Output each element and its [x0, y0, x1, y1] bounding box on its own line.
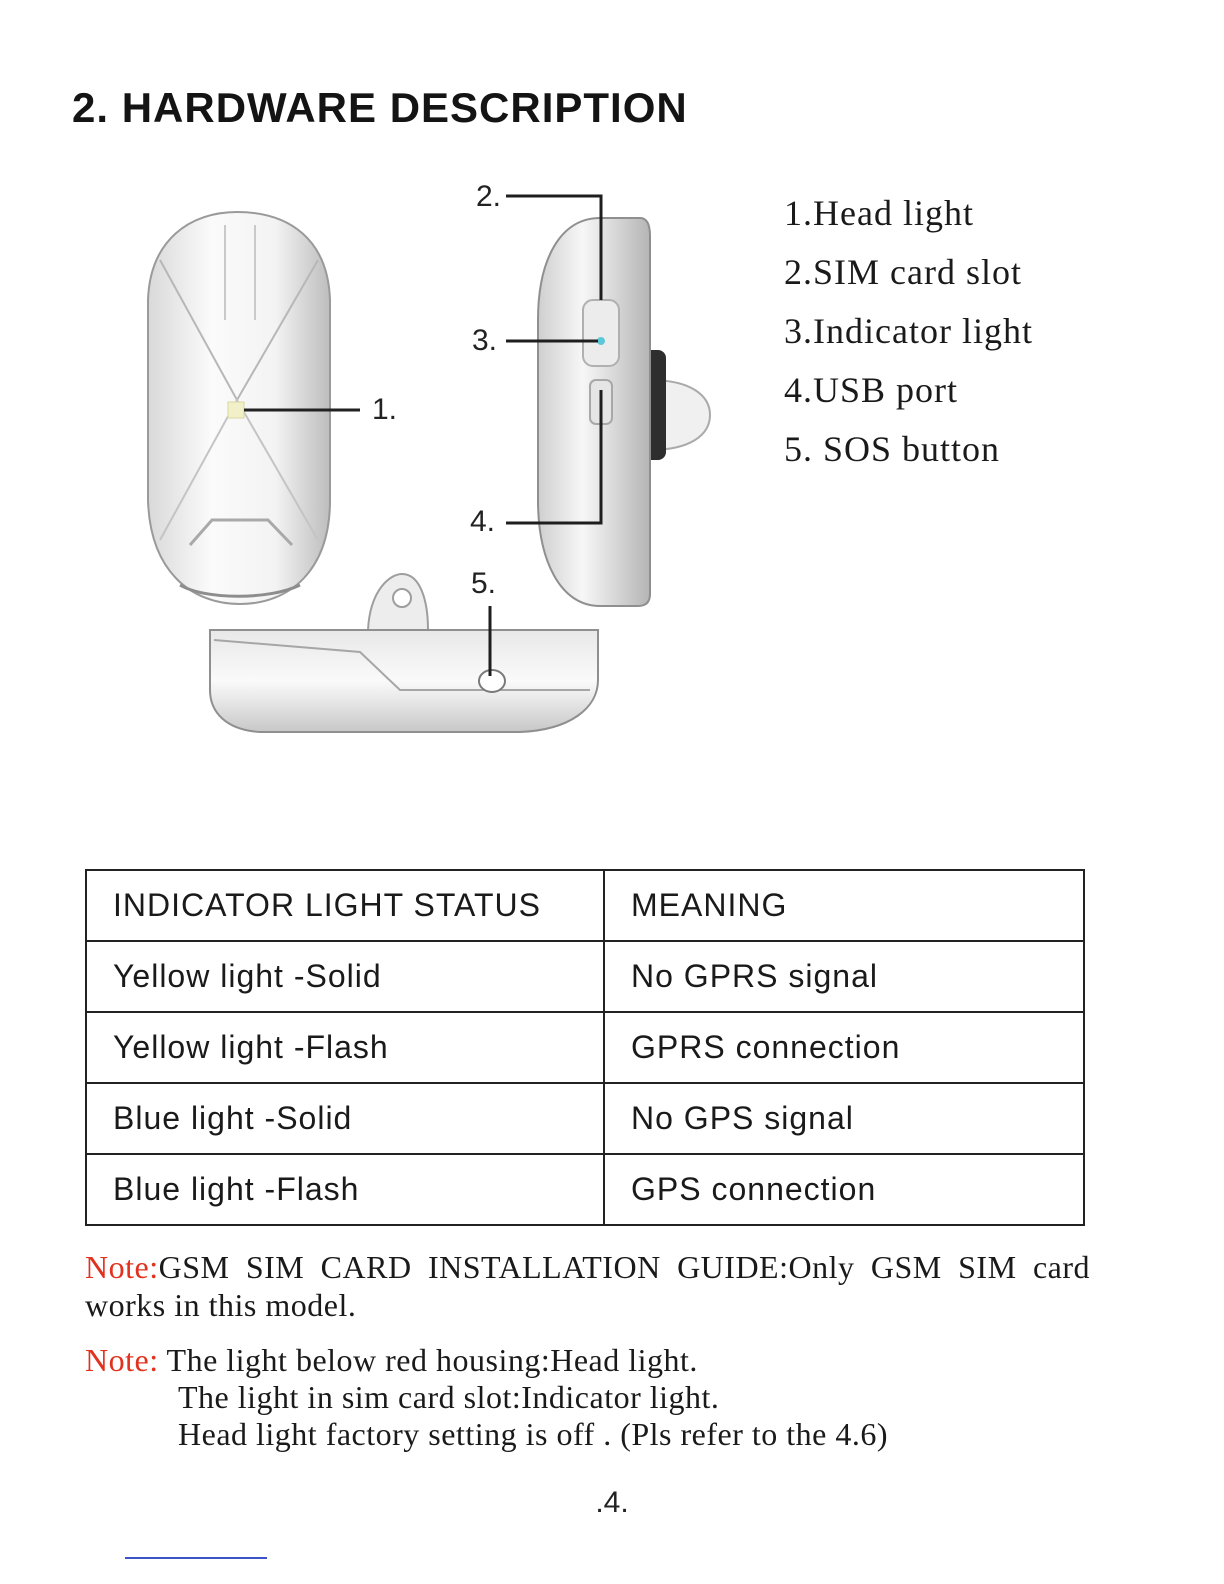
- indicator-status-table: [85, 869, 1085, 1226]
- callout-3: 3.: [472, 324, 498, 357]
- note-line: The light in sim card slot:Indicator light.: [178, 1379, 720, 1415]
- device-front-view: [148, 212, 360, 604]
- page-number: .4.: [595, 1486, 629, 1519]
- status-cell: Blue light -Flash: [86, 1154, 604, 1225]
- status-cell: Blue light -Solid: [86, 1083, 604, 1154]
- note-text: GSM SIM CARD INSTALLATION GUIDE:Only GSM SIM card works in this model.: [85, 1249, 1090, 1323]
- callout-1: 1.: [372, 393, 398, 426]
- parts-list-item: 5. SOS button: [784, 429, 1001, 469]
- sos-button-icon: [479, 670, 505, 692]
- status-cell: Yellow light -Flash: [86, 1012, 604, 1083]
- table-row: [86, 1154, 1084, 1225]
- table-row: [86, 1083, 1084, 1154]
- callout-4: 4.: [470, 505, 496, 538]
- parts-list-item: 2.SIM card slot: [784, 252, 1022, 292]
- sim-card-note: [85, 1248, 1090, 1324]
- callout-2: 2.: [476, 180, 502, 213]
- column-header-meaning: MEANING: [604, 870, 1084, 941]
- note-line: The light below red housing:Head light.: [166, 1342, 698, 1378]
- meaning-cell: GPRS connection: [604, 1012, 1084, 1083]
- table-row: [86, 941, 1084, 1012]
- footer-divider: [125, 1557, 267, 1559]
- note-label: Note:: [85, 1249, 159, 1285]
- status-cell: Yellow light -Solid: [86, 941, 604, 1012]
- callout-5: 5.: [471, 567, 497, 600]
- table-row: [86, 1012, 1084, 1083]
- light-note: [85, 1342, 888, 1453]
- parts-list-item: 4.USB port: [784, 370, 959, 410]
- table-header-row: [86, 870, 1084, 941]
- note-line: Head light factory setting is off . (Pls refer to the 4.6): [178, 1416, 889, 1452]
- parts-list-item: 3.Indicator light: [784, 311, 1033, 351]
- parts-list: [784, 190, 1033, 485]
- page-title: 2. HARDWARE DESCRIPTION: [72, 84, 688, 131]
- head-light-icon: [228, 402, 244, 418]
- meaning-cell: GPS connection: [604, 1154, 1084, 1225]
- parts-list-item: 1.Head light: [784, 193, 974, 233]
- indicator-light-icon: [597, 337, 605, 345]
- note-label: Note:: [85, 1342, 159, 1378]
- column-header-status: INDICATOR LIGHT STATUS: [86, 870, 604, 941]
- meaning-cell: No GPRS signal: [604, 941, 1084, 1012]
- device-side-view: [538, 218, 710, 606]
- meaning-cell: No GPS signal: [604, 1083, 1084, 1154]
